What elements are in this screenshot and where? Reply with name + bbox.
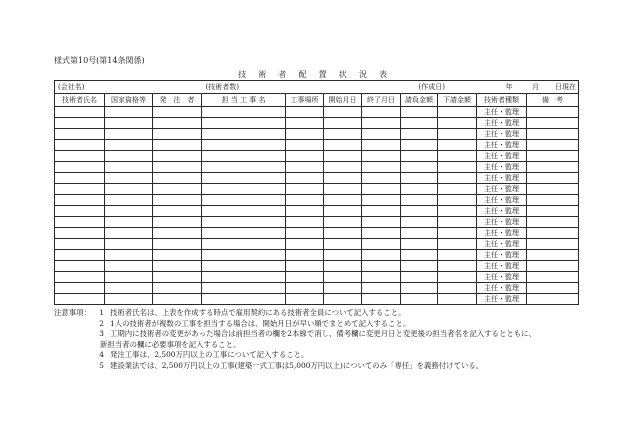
table-cell: [105, 261, 153, 272]
table-cell: [527, 151, 579, 162]
col-header-engineer-name: 技術者氏名: [55, 94, 105, 107]
col-header-site: 工事場所: [286, 94, 324, 107]
table-cell: [202, 206, 286, 217]
table-cell: [438, 250, 477, 261]
table-cell: [438, 107, 477, 118]
table-cell: [401, 272, 438, 283]
table-cell: [153, 250, 202, 261]
table-cell: [202, 283, 286, 294]
table-cell: [55, 140, 105, 151]
table-cell: [286, 206, 324, 217]
table-cell: [401, 129, 438, 140]
table-cell: [324, 217, 362, 228]
table-cell: [202, 217, 286, 228]
col-header-remarks: 備 考: [527, 94, 579, 107]
table-cell: [438, 261, 477, 272]
table-cell: [153, 107, 202, 118]
table-row: [55, 283, 579, 294]
table-cell: [362, 228, 401, 239]
note-3: [54, 329, 584, 340]
table-cell: [55, 250, 105, 261]
table-cell: [401, 283, 438, 294]
table-cell: [324, 239, 362, 250]
table-cell: [324, 272, 362, 283]
table-cell: [202, 129, 286, 140]
note-number: 4: [99, 350, 104, 359]
table-cell: [527, 107, 579, 118]
note-text: 発注工事は、2,500万円以上の工事について記入すること。: [110, 350, 309, 359]
table-row: [55, 140, 579, 151]
table-cell: [286, 250, 324, 261]
table-cell: [153, 129, 202, 140]
table-cell: [362, 107, 401, 118]
table-cell: [55, 239, 105, 250]
table-row: [55, 294, 579, 305]
engineer-type-cell: 主任・監理: [477, 173, 527, 184]
table-cell: [527, 173, 579, 184]
col-header-start-date: 開始月日: [324, 94, 362, 107]
table-cell: [438, 173, 477, 184]
col-header-end-date: 終了月日: [362, 94, 401, 107]
table-cell: [286, 129, 324, 140]
table-row: [55, 184, 579, 195]
table-cell: [438, 184, 477, 195]
table-row: [55, 173, 579, 184]
table-cell: [324, 283, 362, 294]
table-cell: [362, 162, 401, 173]
table-cell: [362, 294, 401, 305]
table-cell: [324, 206, 362, 217]
table-cell: [527, 228, 579, 239]
table-cell: [286, 173, 324, 184]
table-cell: [202, 118, 286, 129]
table-cell: [55, 107, 105, 118]
note-number: 5: [99, 360, 104, 370]
engineer-type-cell: 主任・監理: [477, 118, 527, 129]
note-5: [54, 361, 584, 372]
engineer-type-cell: 主任・監理: [477, 261, 527, 272]
table-cell: [527, 184, 579, 195]
table-cell: [286, 118, 324, 129]
table-row: [55, 118, 579, 129]
table-cell: [286, 261, 324, 272]
table-cell: [438, 195, 477, 206]
table-cell: [362, 239, 401, 250]
info-row: [55, 81, 579, 94]
table-cell: [324, 184, 362, 195]
engineer-type-cell: 主任・監理: [477, 228, 527, 239]
table-cell: [55, 228, 105, 239]
table-cell: [105, 140, 153, 151]
table-cell: [324, 250, 362, 261]
table-cell: [438, 118, 477, 129]
table-cell: [401, 173, 438, 184]
table-cell: [105, 250, 153, 261]
engineer-type-cell: 主任・監理: [477, 294, 527, 305]
note-text-continuation: 新担当者の欄に必要事項を記入すること。: [100, 339, 241, 349]
table-cell: [55, 294, 105, 305]
table-row: [55, 217, 579, 228]
table-cell: [401, 228, 438, 239]
table-row: [55, 107, 579, 118]
col-header-qualification: 国家資格等: [105, 94, 153, 107]
table-cell: [105, 173, 153, 184]
table-cell: [153, 283, 202, 294]
table-cell: [153, 151, 202, 162]
table-cell: [286, 294, 324, 305]
header-row: [55, 94, 579, 107]
table-cell: [527, 140, 579, 151]
table-cell: [55, 261, 105, 272]
engineer-type-cell: 主任・監理: [477, 206, 527, 217]
table-cell: [286, 151, 324, 162]
table-cell: [324, 261, 362, 272]
tech-count-label: (技術者数): [202, 81, 324, 94]
table-cell: [55, 173, 105, 184]
table-cell: [286, 272, 324, 283]
table-cell: [202, 173, 286, 184]
table-cell: [286, 184, 324, 195]
table-cell: [105, 228, 153, 239]
year-label: 年: [477, 81, 527, 94]
created-date-label: (作成日): [401, 81, 477, 94]
engineer-type-cell: 主任・監理: [477, 272, 527, 283]
table-cell: [438, 272, 477, 283]
note-text: 技術者氏名は、上表を作成する時点で雇用契約にある技術者全員について記入すること。: [110, 308, 406, 317]
table-row: [55, 272, 579, 283]
table-cell: [202, 184, 286, 195]
table-cell: [105, 294, 153, 305]
table-cell: [324, 129, 362, 140]
engineer-type-cell: 主任・監理: [477, 283, 527, 294]
table-cell: [202, 107, 286, 118]
table-cell: [105, 118, 153, 129]
assignment-table: [54, 80, 579, 305]
note-text: 工期内に技術者の変更があった場合は前担当者の欄を2本線で消し、備考欄に変更月日と変更後の担当者名を記入するとともに、: [110, 329, 536, 338]
table-cell: [401, 140, 438, 151]
table-cell: [55, 272, 105, 283]
col-header-project-name: 担 当 工 事 名: [202, 94, 286, 107]
table-cell: [527, 239, 579, 250]
table-cell: [401, 151, 438, 162]
table-row: [55, 250, 579, 261]
table-cell: [286, 162, 324, 173]
table-cell: [153, 239, 202, 250]
table-cell: [401, 118, 438, 129]
table-cell: [401, 206, 438, 217]
table-cell: [55, 151, 105, 162]
table-cell: [362, 217, 401, 228]
table-cell: [105, 272, 153, 283]
engineer-type-cell: 主任・監理: [477, 239, 527, 250]
table-cell: [527, 195, 579, 206]
table-cell: [324, 195, 362, 206]
table-cell: [286, 107, 324, 118]
table-row: [55, 261, 579, 272]
table-cell: [55, 162, 105, 173]
table-cell: [202, 140, 286, 151]
table-cell: [55, 118, 105, 129]
table-cell: [202, 250, 286, 261]
table-row: [55, 206, 579, 217]
document-title: 技 術 者 配 置 状 況 表: [238, 70, 392, 79]
table-cell: [105, 151, 153, 162]
table-cell: [401, 239, 438, 250]
table-cell: [401, 184, 438, 195]
table-cell: [55, 184, 105, 195]
engineer-type-cell: 主任・監理: [477, 151, 527, 162]
table-cell: [527, 294, 579, 305]
table-cell: [401, 250, 438, 261]
table-cell: [153, 162, 202, 173]
table-cell: [286, 195, 324, 206]
table-cell: [105, 162, 153, 173]
table-cell: [153, 206, 202, 217]
table-cell: [55, 283, 105, 294]
table-cell: [438, 162, 477, 173]
table-cell: [527, 217, 579, 228]
note-1: [54, 308, 584, 319]
table-cell: [362, 129, 401, 140]
table-cell: [153, 261, 202, 272]
table-row: [55, 228, 579, 239]
table-cell: [362, 184, 401, 195]
table-cell: [153, 195, 202, 206]
table-cell: [324, 118, 362, 129]
table-cell: [202, 228, 286, 239]
table-row: [55, 129, 579, 140]
table-cell: [324, 107, 362, 118]
note-text: 1人の技術者が複数の工事を担当する場合は、開始月日が早い順でまとめて記入すること。: [110, 318, 411, 328]
table-cell: [153, 184, 202, 195]
engineer-type-cell: 主任・監理: [477, 129, 527, 140]
table-cell: [202, 239, 286, 250]
table-cell: [362, 250, 401, 261]
note-number: 1: [99, 308, 104, 317]
table-cell: [202, 294, 286, 305]
table-cell: [362, 261, 401, 272]
form-number: 様式第10号(第14条関係): [54, 56, 145, 65]
table-cell: [401, 162, 438, 173]
engineer-type-cell: 主任・監理: [477, 162, 527, 173]
table-cell: [362, 151, 401, 162]
table-cell: [362, 140, 401, 151]
table-cell: [324, 173, 362, 184]
table-cell: [527, 272, 579, 283]
table-cell: [362, 118, 401, 129]
table-cell: [202, 195, 286, 206]
table-row: [55, 151, 579, 162]
table-cell: [105, 206, 153, 217]
table-cell: [286, 228, 324, 239]
table-cell: [527, 261, 579, 272]
table-cell: [438, 140, 477, 151]
table-cell: [286, 140, 324, 151]
note-text: 建設業法では、2,500万円以上の工事(建築一式工事は5,000万円以上)についてのみ「専任」を義務付けている。: [110, 360, 484, 370]
table-cell: [153, 228, 202, 239]
engineer-type-cell: 主任・監理: [477, 140, 527, 151]
engineer-type-cell: 主任・監理: [477, 107, 527, 118]
engineer-type-cell: 主任・監理: [477, 184, 527, 195]
table-cell: [438, 294, 477, 305]
col-header-contract-amount: 請負金額: [401, 94, 438, 107]
table-cell: [105, 217, 153, 228]
table-cell: [527, 206, 579, 217]
table-cell: [105, 129, 153, 140]
table-row: [55, 195, 579, 206]
table-row: [55, 162, 579, 173]
table-cell: [362, 206, 401, 217]
month-label: 月: [532, 82, 540, 91]
table-cell: [401, 261, 438, 272]
table-cell: [401, 217, 438, 228]
table-cell: [105, 107, 153, 118]
table-cell: [55, 206, 105, 217]
table-cell: [438, 129, 477, 140]
table-cell: [324, 294, 362, 305]
table-cell: [438, 151, 477, 162]
table-cell: [153, 272, 202, 283]
note-4: [54, 350, 584, 361]
table-cell: [324, 162, 362, 173]
table-cell: [362, 173, 401, 184]
table-cell: [153, 118, 202, 129]
table-cell: [105, 283, 153, 294]
table-cell: [438, 228, 477, 239]
notes-section: [54, 308, 584, 371]
notes-lead: 注意事項：: [54, 308, 91, 317]
table-cell: [438, 283, 477, 294]
table-cell: [153, 294, 202, 305]
table-cell: [153, 217, 202, 228]
table-cell: [202, 151, 286, 162]
engineer-type-cell: 主任・監理: [477, 217, 527, 228]
table-cell: [105, 184, 153, 195]
table-cell: [438, 217, 477, 228]
table-cell: [153, 173, 202, 184]
table-cell: [286, 217, 324, 228]
table-cell: [55, 217, 105, 228]
note-3-continuation: [54, 340, 584, 351]
table-cell: [527, 283, 579, 294]
company-name-label: (会社名): [55, 81, 202, 94]
table-cell: [401, 294, 438, 305]
table-cell: [362, 195, 401, 206]
table-cell: [324, 151, 362, 162]
table-cell: [438, 239, 477, 250]
table-cell: [527, 250, 579, 261]
table-cell: [527, 129, 579, 140]
table-cell: [202, 162, 286, 173]
table-cell: [105, 195, 153, 206]
table-cell: [153, 140, 202, 151]
col-header-client: 発 注 者: [153, 94, 202, 107]
as-of-label: 日現在: [555, 82, 577, 91]
table-cell: [362, 272, 401, 283]
table-cell: [286, 239, 324, 250]
table-cell: [324, 140, 362, 151]
note-2: [54, 319, 584, 330]
note-number: 3: [99, 329, 104, 338]
table-cell: [55, 195, 105, 206]
table-row: [55, 239, 579, 250]
engineer-type-cell: 主任・監理: [477, 195, 527, 206]
table-cell: [438, 206, 477, 217]
col-header-subcontract-amount: 下請金額: [438, 94, 477, 107]
table-cell: [324, 228, 362, 239]
table-cell: [527, 118, 579, 129]
table-cell: [105, 239, 153, 250]
table-cell: [202, 272, 286, 283]
table-cell: [286, 283, 324, 294]
month-day-as-of: [527, 81, 579, 94]
table-cell: [362, 283, 401, 294]
note-number: 2: [99, 318, 104, 328]
col-header-engineer-type: 技術者種類: [477, 94, 527, 107]
table-cell: [401, 195, 438, 206]
engineer-type-cell: 主任・監理: [477, 250, 527, 261]
table-cell: [401, 107, 438, 118]
table-cell: [527, 162, 579, 173]
table-cell: [202, 261, 286, 272]
table-cell: [55, 129, 105, 140]
